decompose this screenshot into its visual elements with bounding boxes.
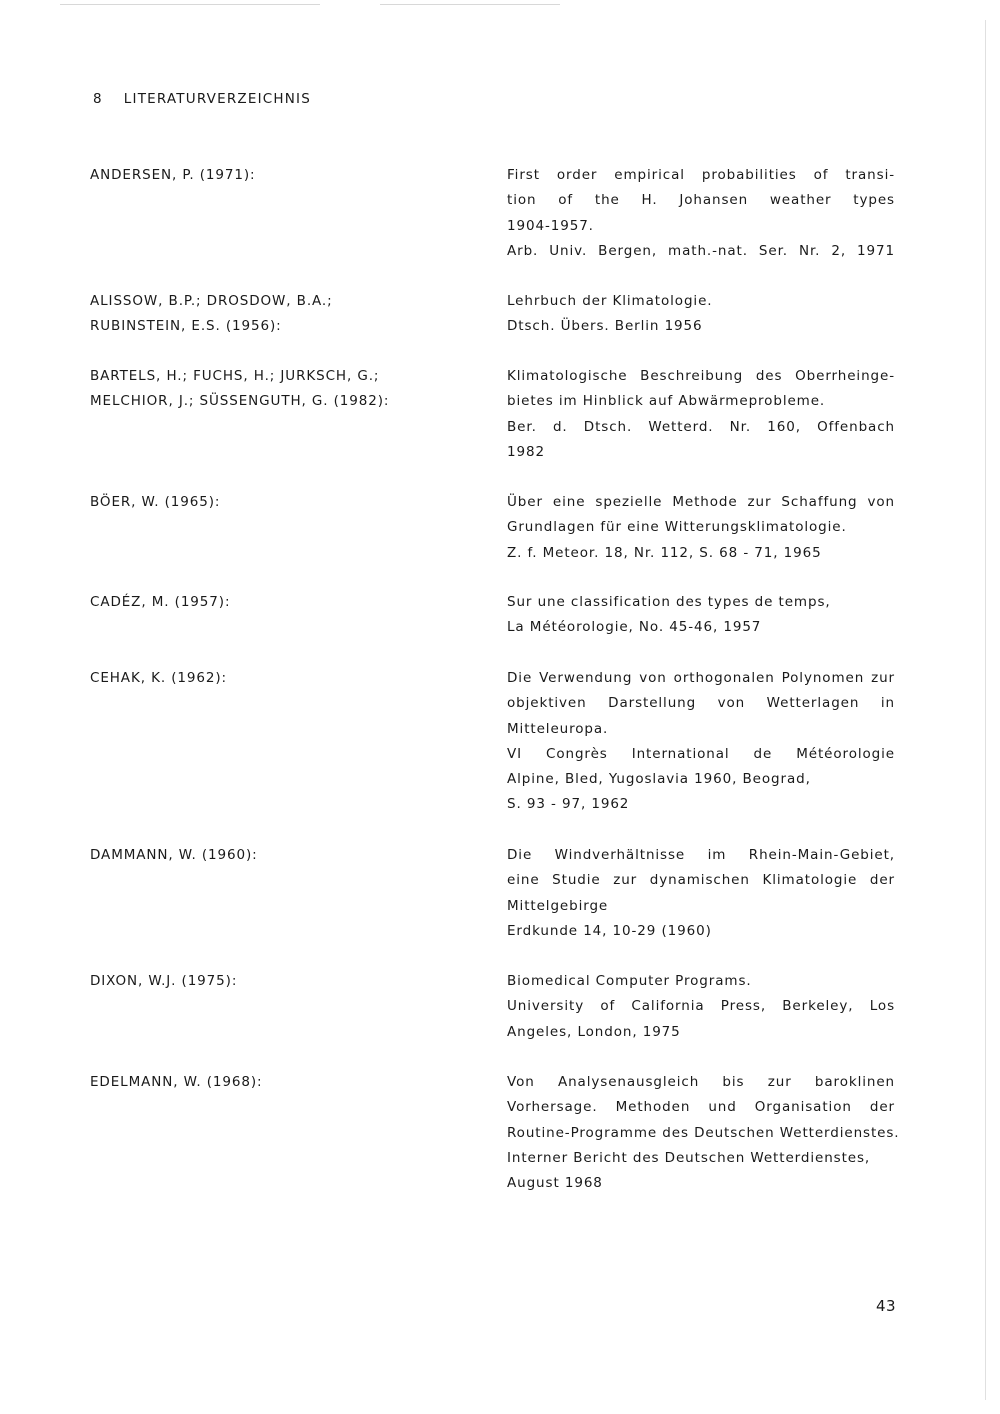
- entry-author: EDELMANN, W. (1968):: [90, 1074, 263, 1090]
- entry-author: DIXON, W.J. (1975):: [90, 973, 238, 989]
- entry-reference: First order empirical probabilities of transi- tion of the H. Johansen weather types 1904-1957. Arb. Univ. Bergen, math.-nat. Ser. Nr. 2, 1971: [507, 167, 895, 259]
- entry-author: DAMMANN, W. (1960):: [90, 847, 258, 863]
- entry-author: CEHAK, K. (1962):: [90, 670, 227, 686]
- chapter-title: LITERATURVERZEICHNIS: [123, 91, 311, 107]
- entry-author: BARTELS, H.; FUCHS, H.; JURKSCH, G.; MELCHIOR, J.; SÜSSENGUTH, G. (1982):: [90, 368, 390, 409]
- entry-reference: Über eine spezielle Methode zur Schaffung von Grundlagen für eine Witterungsklimatologie. Z. f. Meteor. 18, Nr. 112, S. 68 - 71, 1965: [507, 494, 895, 561]
- entry-author: CADÉZ, M. (1957):: [90, 594, 231, 610]
- page-number: 43: [876, 1297, 897, 1315]
- chapter-heading: [93, 91, 311, 107]
- entry-reference: Sur une classification des types de temps, La Météorologie, No. 45-46, 1957: [507, 594, 831, 636]
- entry-reference: Lehrbuch der Klimatologie. Dtsch. Übers. Berlin 1956: [507, 293, 713, 335]
- entry-reference: Die Verwendung von orthogonalen Polynomen zur objektiven Darstellung von Wetterlagen in Mitteleuropa. VI Congrès International de Météorologie Alpine, Bled, Yugoslavia 1960, Beograd, S. 93 - 97, 1962: [507, 670, 895, 813]
- chapter-number: 8: [93, 91, 103, 107]
- scan-edge-top: [60, 4, 320, 5]
- scan-edge-top: [380, 4, 560, 5]
- entry-reference: Die Windverhältnisse im Rhein-Main-Gebiet, eine Studie zur dynamischen Klimatologie der Mittelgebirge Erdkunde 14, 10-29 (1960): [507, 847, 895, 939]
- entry-reference: Biomedical Computer Programs. University of California Press, Berkeley, Los Angeles, London, 1975: [507, 973, 895, 1040]
- entry-reference: Klimatologische Beschreibung des Oberrheinge- bietes im Hinblick auf Abwärmeprobleme. Ber. d. Dtsch. Wetterd. Nr. 160, Offenbach 1982: [507, 368, 895, 460]
- scan-edge-right: [985, 20, 986, 1400]
- entry-author: ANDERSEN, P. (1971):: [90, 167, 256, 183]
- entry-author: BÖER, W. (1965):: [90, 494, 221, 510]
- entry-reference: Von Analysenausgleich bis zur baroklinen Vorhersage. Methoden und Organisation der Routine-Programme des Deutschen Wetterdienstes. Interner Bericht des Deutschen Wetterdienstes, August 1968: [507, 1074, 900, 1192]
- entry-author: ALISSOW, B.P.; DROSDOW, B.A.; RUBINSTEIN, E.S. (1956):: [90, 293, 333, 334]
